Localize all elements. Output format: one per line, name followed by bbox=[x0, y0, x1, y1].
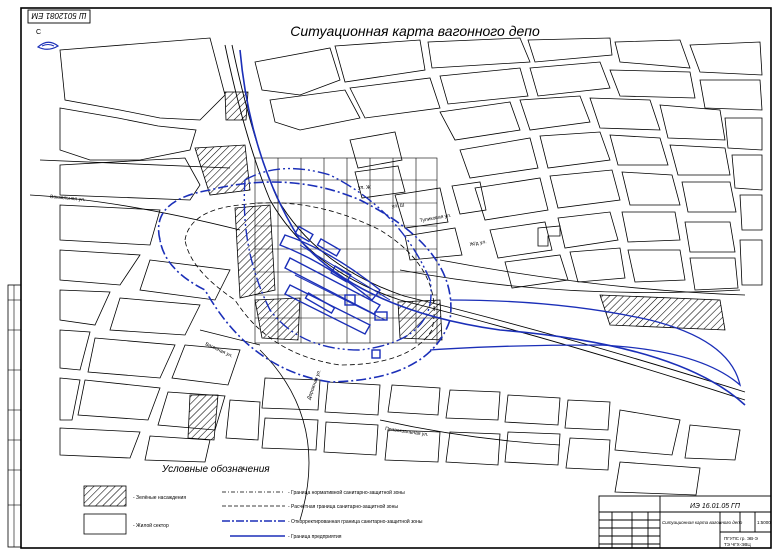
title-block-dept: ТЭ ЧГХ-ЭВЦ bbox=[724, 542, 751, 547]
binding-strip bbox=[8, 285, 21, 547]
street-label: Тупиковая ул. bbox=[419, 212, 452, 224]
drawing-code-text: Ш 5012081 ЕМ bbox=[31, 11, 87, 20]
street-label: Дорожная ул. bbox=[306, 369, 323, 401]
title-block-scale: 1:5000 bbox=[757, 520, 771, 525]
legend-label: - Граница нормативной санитарно-защитной зоны bbox=[288, 490, 405, 496]
enterprise-boundary-line bbox=[240, 50, 745, 405]
street-label: ул. Ж bbox=[358, 185, 371, 191]
street-label: Вагонная ул. bbox=[204, 341, 234, 360]
street-lines bbox=[30, 160, 745, 520]
legend-label: - Жилой сектор bbox=[133, 523, 169, 529]
street-label: Ж/д ул. bbox=[469, 239, 488, 248]
legend-label: - Расчётная граница санитарно-защитной зоны bbox=[288, 504, 398, 510]
legend-label: - Откорректированная граница санитарно-защитной зоны bbox=[288, 519, 423, 525]
title-block-name: Ситуационная карта вагонного депо bbox=[662, 520, 743, 525]
legend-swatch-residential bbox=[84, 514, 126, 534]
legend bbox=[84, 463, 423, 540]
map-title: Ситуационная карта вагонного депо bbox=[290, 23, 540, 39]
street-label: Вокзальная ул. bbox=[49, 194, 86, 204]
green-areas bbox=[188, 92, 725, 440]
legend-label: - Зелёные насаждения bbox=[133, 495, 187, 501]
drawing-code-stamp bbox=[28, 10, 90, 23]
legend-swatch-green bbox=[84, 486, 126, 506]
legend-label: - Граница предприятия bbox=[288, 534, 342, 540]
street-label: Привокзальная ул. bbox=[384, 426, 429, 439]
north-arrow-icon bbox=[36, 29, 58, 49]
legend-heading: Условные обозначения bbox=[162, 464, 270, 475]
title-block-code: ИЭ 16.01.05 ГП bbox=[690, 503, 740, 510]
street-label: ул. Ш bbox=[391, 202, 405, 210]
sheet-frame bbox=[21, 8, 771, 548]
title-block-org: ПГУПС гр. ЭВ-Э bbox=[724, 536, 758, 541]
svg-text:С: С bbox=[36, 29, 42, 36]
